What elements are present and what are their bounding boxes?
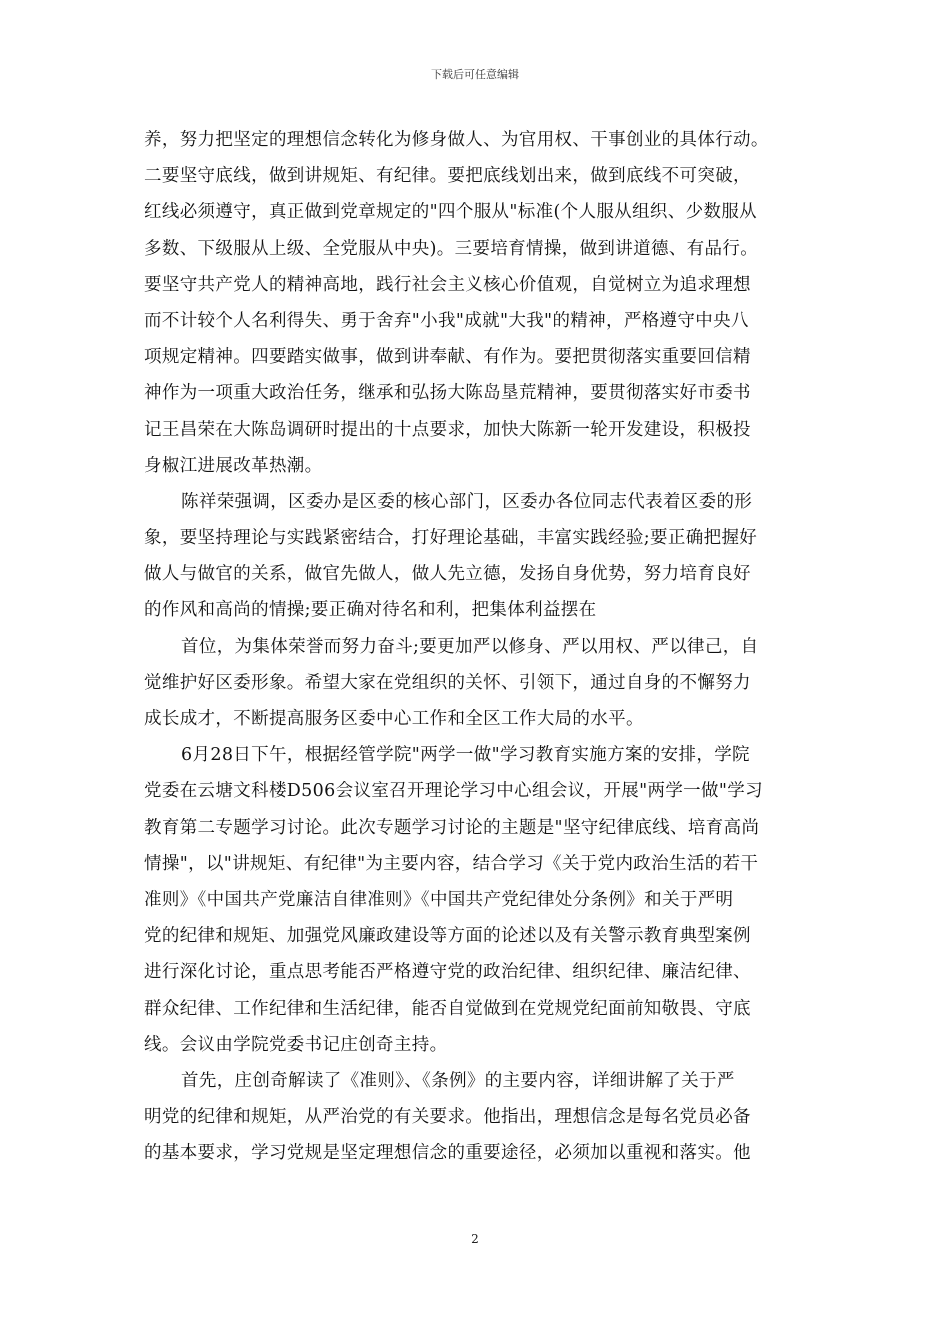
paragraph-first-line: 陈祥荣强调，区委办是区委的核心部门，区委办各位同志代表着区委的形 bbox=[181, 491, 753, 512]
text-line: 群众纪律、工作纪律和生活纪律，能否自觉做到在党规党纪面前知敬畏、守底 bbox=[144, 998, 751, 1019]
text-line: 成长成才，不断提高服务区委中心工作和全区工作大局的水平。 bbox=[144, 709, 644, 729]
text-line: 的基本要求，学习党规是坚定理想信念的重要途径，必须加以重视和落实。他 bbox=[144, 1143, 751, 1164]
text-line: 觉维护好区委形象。希望大家在党组织的关怀、引领下，通过自身的不懈努力 bbox=[144, 672, 751, 693]
text-line: 多数、下级服从上级、全党服从中央)。三要培育情操，做到讲道德、有品行。 bbox=[144, 238, 759, 259]
text-line: 党委在云塘文科楼D506会议室召开理论学习中心组会议，开展"两学一做"学习 bbox=[144, 781, 763, 802]
text-line: 红线必须遵守，真正做到党章规定的"四个服从"标准(个人服从组织、少数服从 bbox=[144, 202, 758, 223]
text-line: 进行深化讨论，重点思考能否严格遵守党的政治纪律、组织纪律、廉洁纪律、 bbox=[144, 962, 751, 983]
text-line: 线。会议由学院党委书记庄创奇主持。 bbox=[144, 1034, 448, 1055]
text-line: 二要坚守底线，做到讲规矩、有纪律。要把底线划出来，做到底线不可突破， bbox=[144, 166, 751, 187]
text-line: 记王昌荣在大陈岛调研时提出的十点要求，加快大陈新一轮开发建设，积极投 bbox=[144, 419, 751, 440]
text-line: 做人与做官的关系，做官先做人，做人先立德，发扬自身优势，努力培育良好 bbox=[144, 564, 751, 585]
text-line: 而不计较个人名利得失、勇于舍弃"小我"成就"大我"的精神，严格遵守中央八 bbox=[144, 310, 749, 331]
text-line: 情操"，以"讲规矩、有纪律"为主要内容，结合学习《关于党内政治生活的若干 bbox=[144, 853, 759, 874]
text-line: 养，努力把坚定的理想信念转化为修身做人、为官用权、干事创业的具体行动。 bbox=[144, 130, 769, 150]
text-line: 教育第二专题学习讨论。此次专题学习讨论的主题是"坚守纪律底线、培育高尚 bbox=[144, 817, 760, 838]
paragraph-first-line: 首先，庄创奇解读了《准则》、《条例》的主要内容，详细讲解了关于严 bbox=[181, 1070, 735, 1091]
text-line: 项规定精神。四要踏实做事，做到讲奉献、有作为。要把贯彻落实重要回信精 bbox=[144, 347, 751, 368]
paragraph-first-line: 首位，为集体荣誉而努力奋斗;要更加严以修身、严以用权、严以律己，自 bbox=[181, 636, 759, 657]
text-line: 明党的纪律和规矩，从严治党的有关要求。他指出，理想信念是每名党员必备 bbox=[144, 1107, 751, 1128]
text-line: 准则》《中国共产党廉洁自律准则》《中国共产党纪律处分条例》和关于严明 bbox=[144, 889, 734, 910]
text-line: 神作为一项重大政治任务，继承和弘扬大陈岛垦荒精神，要贯彻落实好市委书 bbox=[144, 383, 751, 404]
paragraph-first-line: 6月28日下午，根据经管学院"两学一做"学习教育实施方案的安排，学院 bbox=[181, 745, 750, 766]
document-body bbox=[144, 122, 824, 1171]
text-line: 身椒江进展改革热潮。 bbox=[144, 455, 323, 476]
text-line: 党的纪律和规矩、加强党风廉政建设等方面的论述以及有关警示教育典型案例 bbox=[144, 926, 751, 947]
page-number: 2 bbox=[471, 1232, 479, 1246]
page-header: 下载后可任意编辑 bbox=[431, 68, 519, 81]
text-line: 的作风和高尚的情操;要正确对待名和利，把集体利益摆在 bbox=[144, 600, 597, 621]
text-line: 象，要坚持理论与实践紧密结合，打好理论基础，丰富实践经验;要正确把握好 bbox=[144, 528, 758, 549]
text-line: 要坚守共产党人的精神高地，践行社会主义核心价值观，自觉树立为追求理想 bbox=[144, 274, 751, 295]
